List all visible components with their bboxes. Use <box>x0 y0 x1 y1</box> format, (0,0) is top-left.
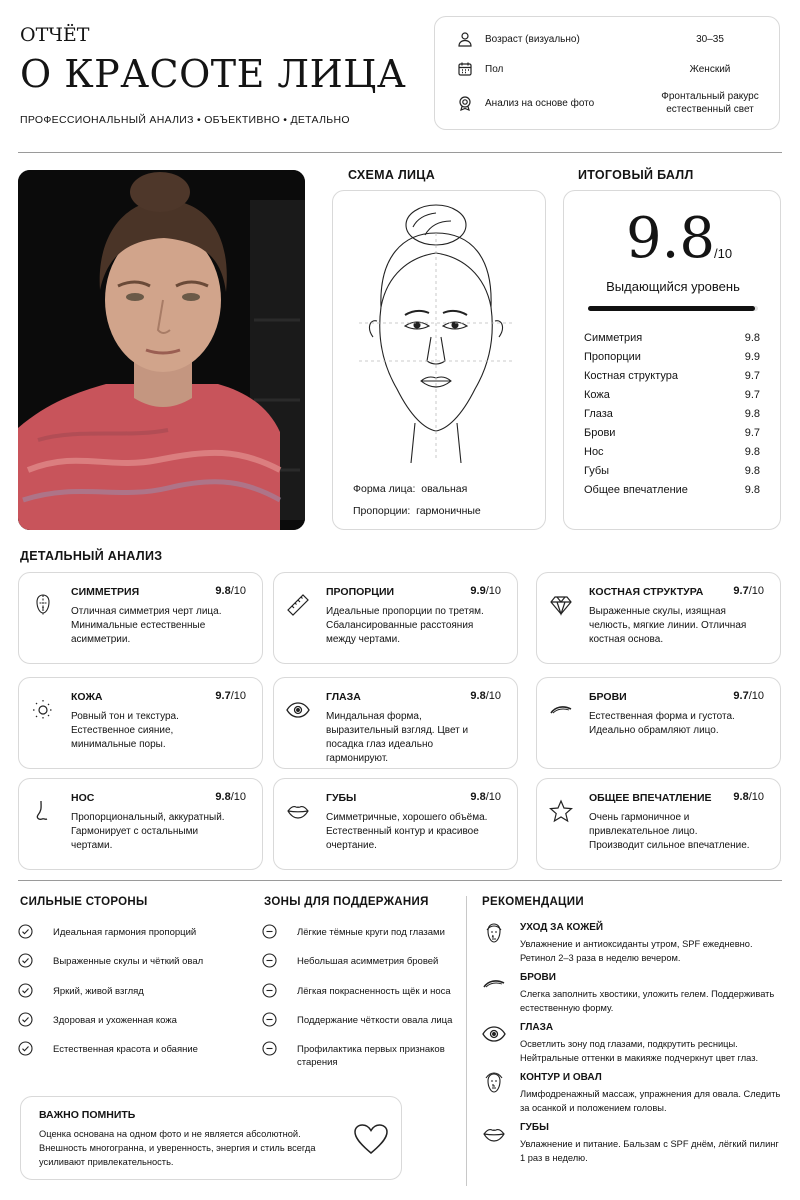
analysis-card <box>18 572 263 664</box>
score-row <box>584 443 760 462</box>
score-row-value: 9.8 <box>744 408 760 420</box>
note-text: Оценка основана на одном фото и не является абсолютной. Внешность многогранна, и уверенность, энергия и стиль всегда усиливают привлекательность. <box>39 1129 316 1167</box>
analysis-card-score-value: 9.7 <box>733 585 749 597</box>
face-scheme-drawing <box>333 197 545 467</box>
recommendation-desc: Слегка заполнить хвостики, уложить гелем. Поддерживать естественную форму. <box>520 989 775 1013</box>
zone-item-text: Поддержание чёткости овала лица <box>297 1014 453 1026</box>
analysis-card-desc: Симметричные, хорошего объёма. Естественный контур и красивое очертание. <box>326 812 488 851</box>
score-row <box>584 405 760 424</box>
info-basis-label: Анализ на основе фото <box>485 97 595 109</box>
recommendation-title: УХОД ЗА КОЖЕЙ <box>520 922 604 933</box>
strengths-title: СИЛЬНЫЕ СТОРОНЫ <box>20 896 148 908</box>
check-circle-icon <box>18 1014 43 1031</box>
score-row-value: 9.9 <box>744 351 760 363</box>
analysis-card-desc: Отличная симметрия черт лица. Минимальные естественные асимметрии. <box>71 606 222 645</box>
recommendation-desc: Увлажнение и питание. Бальзам с SPF днём, лёгкий пилинг 1 раз в неделю. <box>520 1139 779 1163</box>
score-row-value: 9.8 <box>744 446 760 458</box>
report-kicker: ОТЧЁТ <box>20 24 90 46</box>
total-title: ИТОГОВЫЙ БАЛЛ <box>578 168 694 182</box>
analysis-card-score-value: 9.8 <box>470 791 486 803</box>
analysis-card-score-max: /10 <box>230 791 246 803</box>
score-row <box>584 481 760 500</box>
proportions-line <box>353 505 481 517</box>
info-panel <box>434 16 780 130</box>
score-row <box>584 386 760 405</box>
info-age-value: 30–35 <box>696 33 724 45</box>
score-row-value: 9.7 <box>744 427 760 439</box>
analysis-card <box>273 778 518 870</box>
analysis-card-score-value: 9.7 <box>733 690 749 702</box>
score-row-label: Общее впечатление <box>584 484 688 496</box>
strength-item-text: Выраженные скулы и чёткий овал <box>53 956 204 968</box>
recommendation-item <box>482 922 782 970</box>
analysis-card-score <box>215 585 246 597</box>
analysis-card-title: ГЛАЗА <box>326 691 361 703</box>
zone-item-text: Лёгкая покрасненность щёк и носа <box>297 985 451 997</box>
nose-icon <box>31 799 55 823</box>
level-progress-track <box>588 306 758 311</box>
score-row-value: 9.7 <box>744 389 760 401</box>
strength-item-text: Здоровая и ухоженная кожа <box>53 1014 177 1026</box>
zone-item-text: Лёгкие тёмные круги под глазами <box>297 927 445 938</box>
analysis-card-score-value: 9.8 <box>215 791 231 803</box>
minus-circle-icon <box>262 1014 287 1031</box>
analysis-card-score-max: /10 <box>485 791 501 803</box>
score-row-label: Глаза <box>584 408 613 420</box>
analysis-card <box>18 677 263 769</box>
analysis-title: ДЕТАЛЬНЫЙ АНАЛИЗ <box>20 549 163 563</box>
score-row-value: 9.7 <box>744 370 760 382</box>
analysis-card-score-max: /10 <box>748 585 764 597</box>
important-note-card <box>20 1096 402 1180</box>
analysis-card-score-value: 9.7 <box>215 690 231 702</box>
score-row <box>584 424 760 443</box>
total-score-card <box>563 190 781 530</box>
info-row-gender <box>457 58 787 80</box>
analysis-card-score-value: 9.9 <box>470 585 486 597</box>
recommendation-title: ГУБЫ <box>520 1122 549 1133</box>
note-title: ВАЖНО ПОМНИТЬ <box>39 1109 136 1121</box>
score-row <box>584 462 760 481</box>
sparkle-icon <box>31 698 55 722</box>
strength-item <box>18 1043 254 1060</box>
strength-item-text: Идеальная гармония пропорций <box>53 927 197 938</box>
total-level: Выдающийся уровень <box>606 279 740 294</box>
info-basis-value-line1: Фронтальный ракурс <box>661 91 759 102</box>
score-row-label: Нос <box>584 446 604 458</box>
analysis-card-score-value: 9.8 <box>215 585 231 597</box>
zone-item <box>262 955 458 972</box>
recommendation-title: БРОВИ <box>520 972 556 983</box>
recommendation-item <box>482 1022 782 1070</box>
analysis-card-score-max: /10 <box>748 690 764 702</box>
proportions-value: гармоничные <box>416 505 481 517</box>
minus-circle-icon <box>262 1043 287 1060</box>
level-progress-fill <box>588 306 755 311</box>
strength-item <box>18 955 254 972</box>
scheme-title: СХЕМА ЛИЦА <box>348 168 436 182</box>
recommendation-item <box>482 972 782 1020</box>
analysis-card-score-max: /10 <box>485 585 501 597</box>
analysis-card-score-max: /10 <box>485 690 501 702</box>
analysis-divider <box>18 880 782 881</box>
score-row <box>584 348 760 367</box>
recommendation-title: ГЛАЗА <box>520 1022 554 1033</box>
analysis-card-title: ПРОПОРЦИИ <box>326 586 395 598</box>
analysis-card-score-value: 9.8 <box>470 690 486 702</box>
score-row-label: Пропорции <box>584 351 641 363</box>
calendar-icon <box>457 61 473 77</box>
info-row-basis <box>457 89 787 117</box>
face-scheme-card <box>332 190 546 530</box>
info-age-label: Возраст (визуально) <box>485 33 580 45</box>
analysis-card-desc: Выраженные скулы, изящная челюсть, мягкие линии. Отличная костная основа. <box>589 606 747 645</box>
lips-icon <box>286 799 310 823</box>
score-row-label: Брови <box>584 427 616 439</box>
strength-item <box>18 1014 254 1031</box>
camera-badge-icon <box>457 95 473 111</box>
analysis-card-score <box>470 791 501 803</box>
info-basis-value-line2: естественный свет <box>666 104 754 115</box>
column-divider <box>466 896 467 1186</box>
recommendation-title: КОНТУР И ОВАЛ <box>520 1072 602 1083</box>
analysis-card-title: КОСТНАЯ СТРУКТУРА <box>589 586 704 598</box>
analysis-card-score <box>470 690 501 702</box>
strength-item-text: Яркий, живой взгляд <box>53 985 144 997</box>
face-shape-line <box>353 483 467 495</box>
analysis-card-desc: Пропорциональный, аккуратный. Гармонирует с остальными чертами. <box>71 812 225 851</box>
analysis-card-title: ГУБЫ <box>326 792 357 804</box>
check-circle-icon <box>18 955 43 972</box>
recommendation-desc: Лимфодренажный массаж, упражнения для овала. Следить за осанкой и положением головы. <box>520 1089 781 1113</box>
analysis-card-score <box>215 791 246 803</box>
minus-circle-icon <box>262 955 287 972</box>
recommendation-item <box>482 1122 782 1170</box>
face-contour-icon <box>482 1072 506 1096</box>
analysis-card-score <box>215 690 246 702</box>
analysis-card-title: БРОВИ <box>589 691 627 703</box>
zone-item <box>262 926 458 943</box>
recommendation-desc: Увлажнение и антиоксиданты утром, SPF ежедневно. Ретинол 2–3 раза в неделю вечером. <box>520 939 753 963</box>
score-breakdown <box>584 329 760 500</box>
analysis-card-title: КОЖА <box>71 691 103 703</box>
analysis-card <box>536 778 781 870</box>
analysis-card <box>18 778 263 870</box>
analysis-card-desc: Очень гармоничное и привлекательное лицо. Производит сильное впечатление. <box>589 812 750 851</box>
star-icon <box>549 799 573 823</box>
page-subtitle: ПРОФЕССИОНАЛЬНЫЙ АНАЛИЗ • ОБЪЕКТИВНО • ДЕТАЛЬНО <box>20 114 350 126</box>
eye-icon <box>286 698 310 722</box>
score-row-label: Губы <box>584 465 610 477</box>
analysis-card-score <box>733 791 764 803</box>
zones-title: ЗОНЫ ДЛЯ ПОДДЕРЖАНИЯ <box>264 896 429 908</box>
analysis-card-score-max: /10 <box>748 791 764 803</box>
analysis-card-score <box>733 585 764 597</box>
eyebrow-icon <box>549 698 573 722</box>
total-score-max: /10 <box>714 246 733 261</box>
analysis-card-score-value: 9.8 <box>733 791 749 803</box>
lips-icon <box>482 1122 506 1146</box>
check-circle-icon <box>18 1043 43 1060</box>
zone-item-text: Небольшая асимметрия бровей <box>297 956 439 968</box>
info-gender-value: Женский <box>689 63 731 75</box>
strength-item <box>18 985 254 1002</box>
face-symmetry-icon <box>31 593 55 617</box>
score-row <box>584 367 760 386</box>
portrait-photo <box>18 170 305 530</box>
analysis-card <box>273 677 518 769</box>
check-circle-icon <box>18 926 43 943</box>
recommendations-title: РЕКОМЕНДАЦИИ <box>482 896 584 908</box>
ruler-icon <box>286 593 310 617</box>
face-shape-value: овальная <box>421 483 468 495</box>
recommendation-item <box>482 1072 782 1120</box>
face-icon <box>482 922 506 946</box>
score-row-value: 9.8 <box>744 465 760 477</box>
analysis-card <box>536 572 781 664</box>
info-row-age <box>457 28 787 50</box>
analysis-card-title: СИММЕТРИЯ <box>71 586 140 598</box>
zone-item <box>262 1014 458 1031</box>
check-circle-icon <box>18 985 43 1002</box>
analysis-card-desc: Миндальная форма, выразительный взгляд. Цвет и посадка глаз идеально гармонируют. <box>326 711 469 764</box>
analysis-card-score <box>733 690 764 702</box>
score-row <box>584 329 760 348</box>
score-row-label: Симметрия <box>584 332 643 344</box>
analysis-card <box>536 677 781 769</box>
analysis-card-desc: Естественная форма и густота. Идеально обрамляют лицо. <box>589 711 735 736</box>
info-basis-value <box>645 90 775 116</box>
analysis-card-desc: Идеальные пропорции по третям. Сбалансированные расстояния между чертами. <box>326 606 484 645</box>
score-row-label: Костная структура <box>584 370 679 382</box>
strength-item-text: Естественная красота и обаяние <box>53 1044 198 1056</box>
zone-item-text: Профилактика первых признаков старения <box>297 1044 445 1069</box>
analysis-card <box>273 572 518 664</box>
analysis-card-desc: Ровный тон и текстура. Естественное сияние, минимальные поры. <box>71 711 179 750</box>
heart-icon <box>353 1123 389 1155</box>
score-row-label: Кожа <box>584 389 610 401</box>
strength-item <box>18 926 254 943</box>
analysis-card-score-max: /10 <box>230 585 246 597</box>
diamond-icon <box>549 593 573 617</box>
page-title: О КРАСОТЕ ЛИЦА <box>20 52 407 96</box>
analysis-card-score-max: /10 <box>230 690 246 702</box>
header-divider <box>18 152 782 153</box>
analysis-card-title: ОБЩЕЕ ВПЕЧАТЛЕНИЕ <box>589 792 712 804</box>
analysis-card-score <box>470 585 501 597</box>
person-icon <box>457 31 473 47</box>
info-gender-label: Пол <box>485 63 504 75</box>
eye-icon <box>482 1022 506 1046</box>
minus-circle-icon <box>262 926 287 943</box>
zone-item <box>262 985 458 1002</box>
zone-item <box>262 1043 458 1069</box>
score-row-value: 9.8 <box>744 484 760 496</box>
score-row-value: 9.8 <box>744 332 760 344</box>
total-score-value: 9.8 <box>626 206 716 271</box>
face-shape-label: Форма лица: <box>353 483 416 495</box>
analysis-card-title: НОС <box>71 792 95 804</box>
proportions-label: Пропорции: <box>353 505 411 517</box>
recommendation-desc: Осветлить зону под глазами, подкрутить ресницы. Нейтральные оттенки в макияже подчеркнут цвет глаз. <box>520 1039 759 1063</box>
minus-circle-icon <box>262 985 287 1002</box>
eyebrow-icon <box>482 972 506 996</box>
